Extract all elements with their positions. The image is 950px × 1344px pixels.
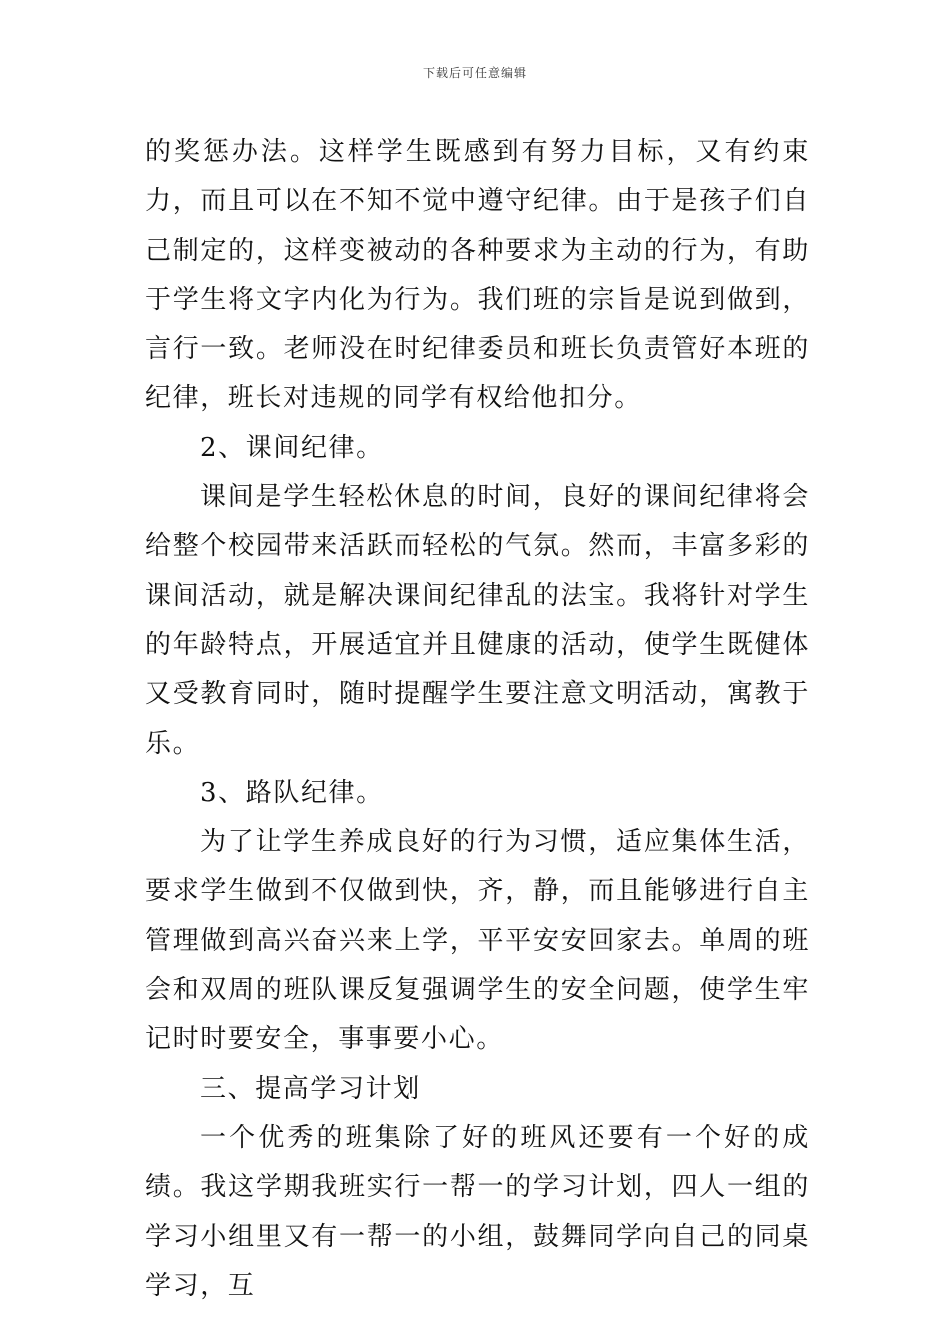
section-heading-queue-discipline: 3、路队纪律。 [200,777,384,808]
paragraph-queue-discipline: 为了让学生养成良好的行为习惯，适应集体生活，要求学生做到不仅做到快，齐，静，而且能够进行自主管理做到高兴奋兴来上学，平平安安回家去。单周的班会和双周的班队课反复强调学生的安全问题，使学生牢记时时要安全，事事要小心。 [145,827,810,1055]
paragraph-study-plan: 一个优秀的班集除了好的班风还要有一个好的成绩。我这学期我班实行一帮一的学习计划，四人一组的学习小组里又有一帮一的小组，鼓舞同学向自己的同桌学习，互 [145,1122,810,1301]
section-heading-study-plan: 三、提高学习计划 [200,1073,421,1104]
paragraph-recess-discipline: 课间是学生轻松休息的时间，良好的课间纪律将会给整个校园带来活跃而轻松的气氛。然而，丰富多彩的课间活动，就是解决课间纪律乱的法宝。我将针对学生的年龄特点，开展适宜并且健康的活动，使学生既健体又受教育同时，随时提醒学生要注意文明活动，寓教于乐。 [145,482,810,759]
document-body [145,128,810,1311]
paragraph-reward-rules: 的奖惩办法。这样学生既感到有努力目标，又有约束力，而且可以在不知不觉中遵守纪律。由于是孩子们自己制定的，这样变被动的各种要求为主动的行为，有助于学生将文字内化为行为。我们班的宗旨是说到做到，言行一致。老师没在时纪律委员和班长负责管好本班的纪律，班长对违规的同学有权给他扣分。 [145,137,810,414]
section-heading-recess-discipline: 2、课间纪律。 [200,432,384,463]
page-header: 下载后可任意编辑 [422,66,527,80]
